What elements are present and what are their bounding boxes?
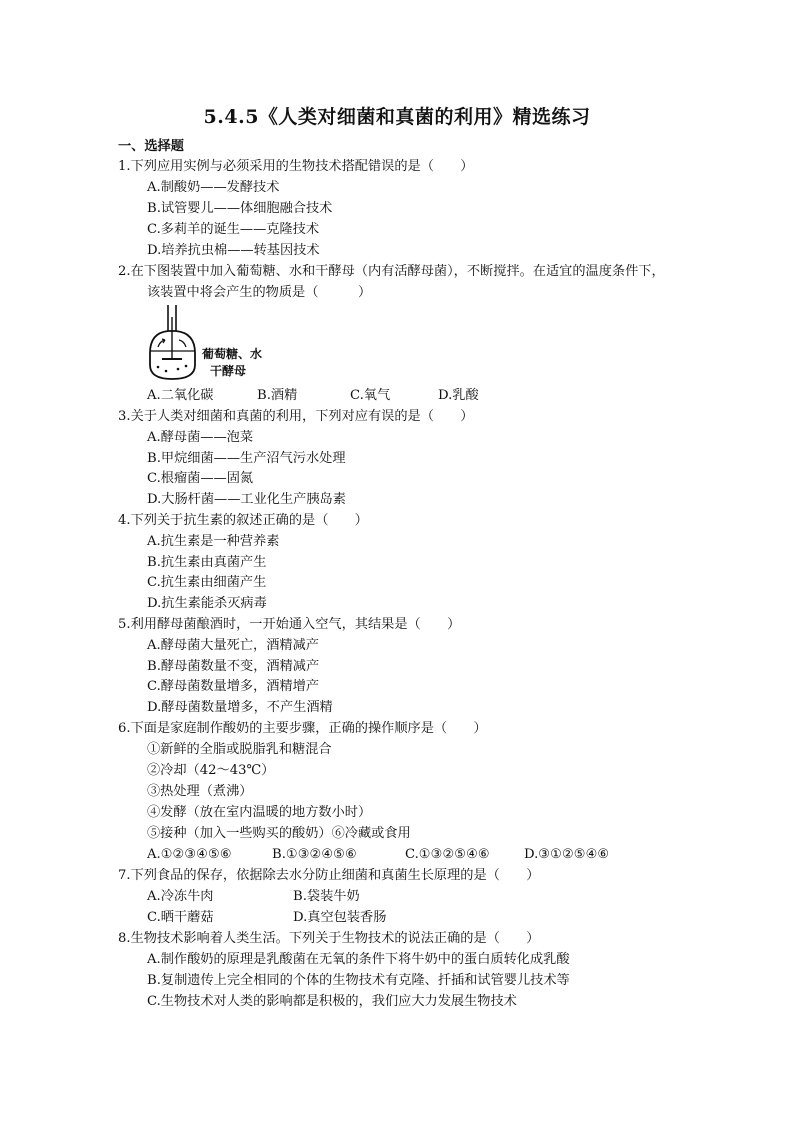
question-6-stem: 6.下面是家庭制作酸奶的主要步骤，正确的操作顺序是（ ） [118,721,487,736]
question-3-option-b: B.甲烷细菌——生产沼气污水处理 [147,451,346,466]
question-6-step: ①新鲜的全脂或脱脂乳和糖混合 [147,742,332,757]
question-3-stem: 3.关于人类对细菌和真菌的利用，下列对应有误的是（ ） [118,409,474,424]
question-2-stem-line-1: 2.在下图装置中加入葡萄糖、水和干酵母（内有活酵母菌），不断搅拌。在适宜的温度条件下， [118,264,665,279]
yeast-dot [157,366,160,369]
question-3-option-d: D.大肠杆菌——工业化生产胰岛素 [147,492,346,507]
question-6-option-d: D.③①②⑤④⑥ [524,847,610,862]
section-heading: 一、选择题 [118,139,184,154]
question-5-stem: 5.利用酵母菌酿酒时，一开始通入空气，其结果是（ ） [118,617,461,632]
question-6-step: ⑤接种（加入一些购买的酸奶）⑥冷藏或食用 [147,826,411,841]
question-6-option-c: C.①③②⑤④⑥ [405,847,490,862]
question-5-option-a: A.酵母菌大量死亡，酒精减产 [147,638,319,653]
question-2-option-c: C.氧气 [350,388,391,403]
fermentation-apparatus-figure [140,303,300,383]
question-6-option-b: B.①③②④⑤⑥ [272,847,357,862]
question-1-option-a: A.制酸奶——发酵技术 [147,180,280,195]
question-2-option-d: D.乳酸 [438,388,479,403]
yeast-dot [185,365,188,368]
yeast-dot [177,368,180,371]
question-7-option-c: C.晒干蘑菇 [147,910,214,925]
question-4-option-a: A.抗生素是一种营养素 [147,534,280,549]
question-7-option-d: D.真空包装香肠 [293,910,387,925]
question-2-option-a: A.二氧化碳 [147,388,214,403]
question-5-option-b: B.酵母菌数量不变，酒精减产 [147,659,320,674]
question-7-stem: 7.下列食品的保存，依据除去水分防止细菌和真菌生长原理的是（ ） [118,868,540,883]
figure-label-glucose-water: 葡萄糖、水 [202,347,263,361]
question-4-option-b: B.抗生素由真菌产生 [147,555,267,570]
question-6-option-a: A.①②③④⑤⑥ [147,847,232,862]
question-6-step: ③热处理（煮沸） [147,784,253,799]
question-1-option-d: D.培养抗虫棉——转基因技术 [147,243,320,258]
question-2-stem-line-2: 该装置中将会产生的物质是（ ） [147,285,372,300]
yeast-dot [165,370,168,373]
question-1-stem: 1.下列应用实例与必须采用的生物技术搭配错误的是（ ） [118,159,474,174]
question-7-option-a: A.冷冻牛肉 [147,889,214,904]
question-8-stem: 8.生物技术影响着人类生活。下列关于生物技术的说法正确的是（ ） [118,931,540,946]
question-3-option-c: C.根瘤菌——固氮 [147,471,254,486]
question-4-option-c: C.抗生素由细菌产生 [147,575,267,590]
figure-label-dry-yeast: 干酵母 [210,364,247,378]
question-7-option-b: B.袋装牛奶 [293,889,360,904]
question-8-option-c: C.生物技术对人类的影响都是积极的，我们应大力发展生物技术 [147,994,517,1009]
question-5-option-c: C.酵母菌数量增多，酒精增产 [147,679,320,694]
question-1-option-c: C.多莉羊的诞生——克隆技术 [147,222,320,237]
question-6-step: ②冷却（42～43℃） [147,763,275,778]
question-8-option-b: B.复制遗传上完全相同的个体的生物技术有克隆、扦插和试管婴儿技术等 [147,973,570,988]
document-title: 5.4.5《人类对细菌和真菌的利用》精选练习 [203,106,591,128]
question-8-option-a: A.制作酸奶的原理是乳酸菌在无氧的条件下将牛奶中的蛋白质转化成乳酸 [147,952,570,967]
question-4-option-d: D.抗生素能杀灭病毒 [147,596,267,611]
apparatus-stir-arrow-right [179,340,186,347]
question-5-option-d: D.酵母菌数量增多，不产生酒精 [147,700,333,715]
question-2-option-b: B.酒精 [257,388,298,403]
question-1-option-b: B.试管婴儿——体细胞融合技术 [147,201,333,216]
question-3-option-a: A.酵母菌——泡菜 [147,430,254,445]
question-6-step: ④发酵（放在室内温暖的地方数小时） [147,805,372,820]
question-4-stem: 4.下列关于抗生素的叙述正确的是（ ） [118,513,368,528]
